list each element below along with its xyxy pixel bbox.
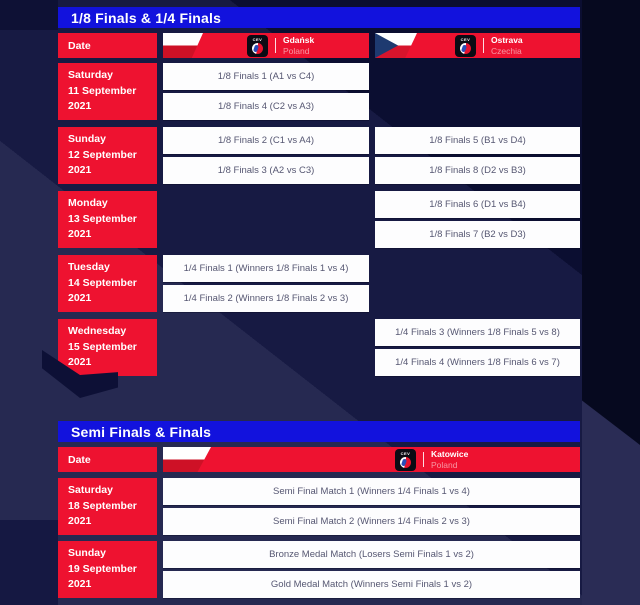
match-cell: 1/8 Finals 2 (C1 vs A4) <box>163 127 369 154</box>
venue-city: Gdańsk <box>283 34 315 45</box>
cev-logo-text: CEV <box>460 36 471 42</box>
date-label: 14 September 2021 <box>68 276 137 305</box>
match-cell: Semi Final Match 2 (Winners 1/4 Finals 2 vs 3) <box>163 508 580 535</box>
cev-ball-icon <box>252 43 263 54</box>
background-shape <box>582 0 640 445</box>
date-cell <box>58 127 157 184</box>
date-label: 12 September 2021 <box>68 148 137 177</box>
day-label: Tuesday <box>68 260 110 273</box>
cev-logo-icon <box>395 449 416 471</box>
day-row-wednesday-15 <box>58 319 580 376</box>
match-cell: 1/8 Finals 6 (D1 vs B4) <box>375 191 580 218</box>
day-label: Sunday <box>68 546 106 559</box>
background-shape <box>0 520 58 605</box>
divider <box>423 452 424 467</box>
day-row-saturday-18 <box>58 478 580 535</box>
day-label: Sunday <box>68 132 106 145</box>
divider <box>275 38 276 53</box>
cev-logo-icon <box>455 35 476 57</box>
match-cell: 1/8 Finals 7 (B2 vs D3) <box>375 221 580 248</box>
venue-header-katowice <box>163 447 580 472</box>
day-row-sunday-19 <box>58 541 580 598</box>
background-shape <box>0 0 58 30</box>
section2-title: Semi Finals & Finals <box>58 421 580 442</box>
czechia-flag-icon <box>375 33 417 58</box>
cev-ball-icon <box>460 43 471 54</box>
match-cell: 1/8 Finals 3 (A2 vs C3) <box>163 157 369 184</box>
venue-country: Czechia <box>491 45 522 56</box>
date-column-header: Date <box>58 33 157 58</box>
match-cell: 1/4 Finals 1 (Winners 1/8 Finals 1 vs 4) <box>163 255 369 282</box>
match-cell: Semi Final Match 1 (Winners 1/4 Finals 1 vs 4) <box>163 478 580 505</box>
day-label: Saturday <box>68 68 113 81</box>
poland-flag-icon <box>163 447 211 472</box>
match-cell: 1/8 Finals 5 (B1 vs D4) <box>375 127 580 154</box>
day-label: Wednesday <box>68 324 127 337</box>
match-cell: 1/4 Finals 3 (Winners 1/8 Finals 5 vs 8) <box>375 319 580 346</box>
cev-logo-icon <box>247 35 268 57</box>
date-label: 13 September 2021 <box>68 212 137 241</box>
match-cell: 1/8 Finals 1 (A1 vs C4) <box>163 63 369 90</box>
day-row-saturday-11 <box>58 63 580 120</box>
day-label: Saturday <box>68 483 113 496</box>
date-cell <box>58 63 157 120</box>
match-cell: 1/4 Finals 2 (Winners 1/8 Finals 2 vs 3) <box>163 285 369 312</box>
venue-city: Ostrava <box>491 34 523 45</box>
cev-ball-icon <box>400 457 411 468</box>
cev-logo-text: CEV <box>400 450 411 456</box>
venue-city: Katowice <box>431 448 469 459</box>
day-row-tuesday-14 <box>58 255 580 312</box>
date-label: 11 September 2021 <box>68 84 137 113</box>
date-cell <box>58 541 157 598</box>
match-cell: 1/4 Finals 4 (Winners 1/8 Finals 6 vs 7) <box>375 349 580 376</box>
divider <box>483 38 484 53</box>
date-cell <box>58 255 157 312</box>
day-row-monday-13 <box>58 191 580 248</box>
date-label: 19 September 2021 <box>68 562 137 591</box>
cev-logo-text: CEV <box>252 36 263 42</box>
date-label: 18 September 2021 <box>68 499 137 528</box>
match-cell: 1/8 Finals 4 (C2 vs A3) <box>163 93 369 120</box>
section1-title: 1/8 Finals & 1/4 Finals <box>58 7 580 28</box>
venue-country: Poland <box>431 459 458 470</box>
match-cell: Bronze Medal Match (Losers Semi Finals 1 vs 2) <box>163 541 580 568</box>
match-cell: 1/8 Finals 8 (D2 vs B3) <box>375 157 580 184</box>
semi-finals-finals-table <box>58 421 580 598</box>
date-cell <box>58 191 157 248</box>
venue-country: Poland <box>283 45 310 56</box>
venue-header-gdansk <box>163 33 369 58</box>
date-cell <box>58 478 157 535</box>
poland-flag-icon <box>163 33 203 58</box>
match-cell: Gold Medal Match (Winners Semi Finals 1 vs 2) <box>163 571 580 598</box>
day-row-sunday-12 <box>58 127 580 184</box>
date-cell <box>58 319 157 376</box>
date-column-header: Date <box>58 447 157 472</box>
date-label: 15 September 2021 <box>68 340 137 369</box>
day-label: Monday <box>68 196 108 209</box>
venue-header-ostrava <box>375 33 580 58</box>
eighth-quarter-finals-table <box>58 7 580 377</box>
